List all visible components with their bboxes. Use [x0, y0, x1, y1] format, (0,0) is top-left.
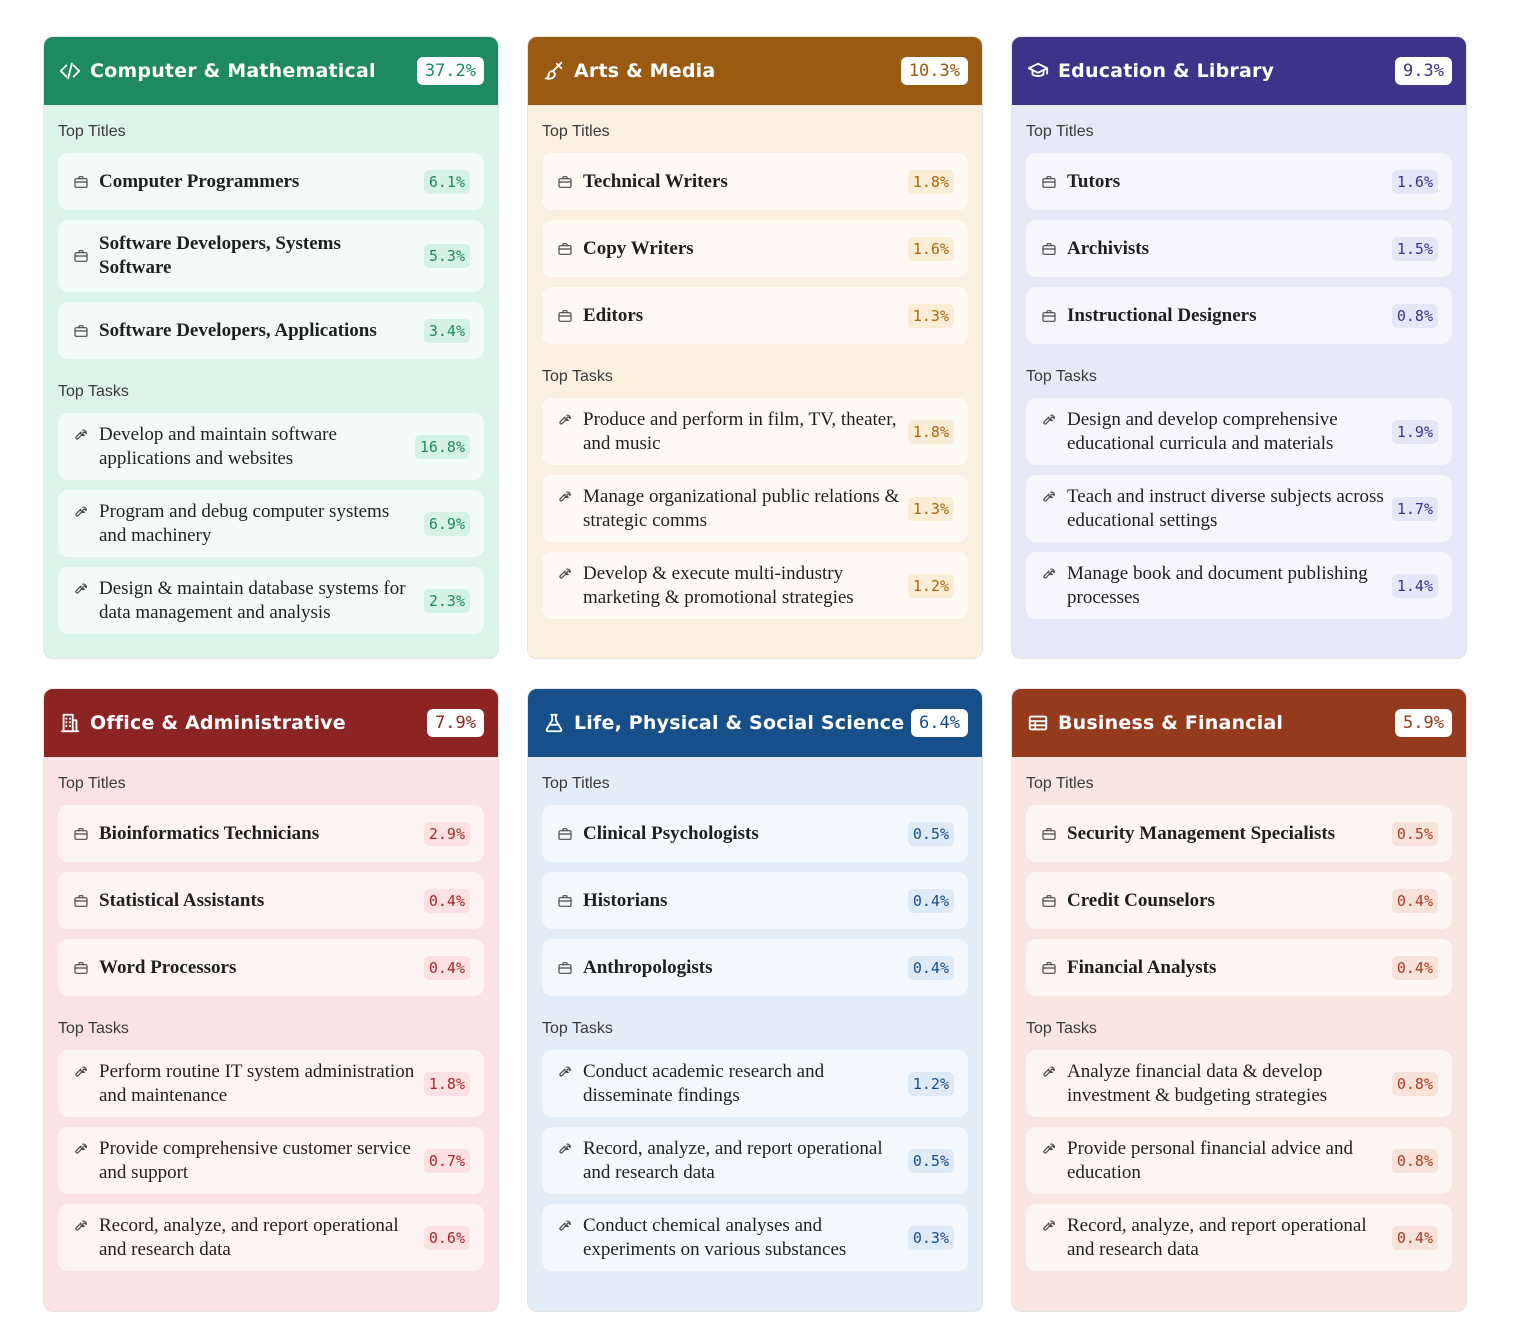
task-item-label: Design & maintain database systems for data management and analysis: [99, 577, 406, 623]
briefcase-icon: [1040, 307, 1058, 325]
wrench-icon: [556, 487, 574, 505]
card-title: Education & Library: [1058, 60, 1275, 82]
title-item-label: Anthropologists: [583, 956, 713, 978]
title-item-percent: 3.4%: [424, 319, 470, 343]
top-tasks-label: Top Tasks: [58, 383, 129, 400]
title-item-percent: 6.1%: [424, 170, 470, 194]
task-item[interactable]: [1026, 1050, 1452, 1117]
task-item-label: Develop and maintain software applications and websites: [99, 423, 337, 469]
card-body: [528, 773, 982, 1271]
card-percent-badge: 7.9%: [427, 709, 484, 737]
title-item-label: Computer Programmers: [99, 170, 300, 192]
title-item-percent: 5.3%: [424, 244, 470, 268]
briefcase-icon: [72, 173, 90, 191]
top-titles-label: Top Titles: [1026, 123, 1094, 140]
title-item-label: Software Developers, Systems Software: [99, 233, 341, 278]
briefcase-icon: [556, 173, 574, 191]
card-percent-badge: 6.4%: [911, 709, 968, 737]
title-item-label: Bioinformatics Technicians: [99, 822, 320, 844]
category-card-computer-and-mathematical: [43, 36, 499, 659]
title-item[interactable]: [1026, 220, 1452, 277]
task-item[interactable]: [542, 398, 968, 465]
task-item[interactable]: [542, 475, 968, 542]
task-item-label: Provide comprehensive customer service and support: [99, 1137, 411, 1183]
title-item-percent: 1.6%: [908, 237, 954, 261]
title-item[interactable]: [542, 153, 968, 210]
title-item-percent: 1.6%: [1392, 170, 1438, 194]
card-title: Office & Administrative: [90, 712, 346, 734]
title-item[interactable]: [542, 220, 968, 277]
task-item-label: Provide personal financial advice and education: [1067, 1137, 1353, 1183]
top-titles-label: Top Titles: [542, 775, 610, 792]
card-title: Life, Physical & Social Science: [574, 712, 905, 734]
task-item-percent: 16.8%: [415, 435, 470, 459]
card-body: [1012, 121, 1466, 619]
category-card-education-and-library: [1011, 36, 1467, 659]
task-item-label: Analyze financial data & develop investment & budgeting strategies: [1067, 1060, 1328, 1106]
task-item[interactable]: [542, 1204, 968, 1271]
task-item[interactable]: [542, 552, 968, 619]
title-item[interactable]: [58, 872, 484, 929]
title-item-label: Historians: [583, 889, 668, 911]
task-item-percent: 0.4%: [1392, 1226, 1438, 1250]
task-item[interactable]: [58, 1204, 484, 1271]
task-item-label: Conduct academic research and disseminate findings: [583, 1060, 825, 1106]
task-item[interactable]: [58, 1050, 484, 1117]
task-item[interactable]: [58, 413, 484, 480]
task-item-percent: 0.5%: [908, 1149, 954, 1173]
task-item-label: Record, analyze, and report operational and research data: [1067, 1214, 1367, 1260]
title-item-label: Editors: [583, 304, 644, 326]
card-body: [44, 773, 498, 1271]
task-item[interactable]: [1026, 475, 1452, 542]
task-item-percent: 1.9%: [1392, 420, 1438, 444]
title-item-label: Instructional Designers: [1067, 304, 1257, 326]
title-item-percent: 0.4%: [908, 889, 954, 913]
title-item-percent: 0.5%: [908, 822, 954, 846]
building-icon: [58, 711, 82, 735]
top-tasks-label: Top Tasks: [542, 368, 613, 385]
title-item-percent: 0.4%: [1392, 889, 1438, 913]
wrench-icon: [556, 410, 574, 428]
briefcase-icon: [72, 959, 90, 977]
title-item-label: Security Management Specialists: [1067, 822, 1336, 844]
wrench-icon: [1040, 1062, 1058, 1080]
top-tasks-label: Top Tasks: [1026, 368, 1097, 385]
title-item-label: Technical Writers: [583, 170, 728, 192]
card-body: [1012, 773, 1466, 1271]
title-item[interactable]: [1026, 287, 1452, 344]
task-item-percent: 1.2%: [908, 1072, 954, 1096]
brush-icon: [542, 59, 566, 83]
briefcase-icon: [1040, 892, 1058, 910]
task-item-label: Manage organizational public relations & strategic comms: [583, 485, 900, 531]
title-item-percent: 0.4%: [1392, 956, 1438, 980]
top-titles-label: Top Titles: [1026, 775, 1094, 792]
wrench-icon: [72, 1139, 90, 1157]
briefcase-icon: [1040, 240, 1058, 258]
wrench-icon: [72, 579, 90, 597]
title-item-percent: 1.8%: [908, 170, 954, 194]
briefcase-icon: [556, 825, 574, 843]
title-item-percent: 1.3%: [908, 304, 954, 328]
task-item-percent: 6.9%: [424, 512, 470, 536]
title-item[interactable]: [58, 220, 484, 292]
wrench-icon: [72, 425, 90, 443]
title-item-label: Copy Writers: [583, 237, 694, 259]
card-header: [44, 689, 498, 757]
title-item-label: Archivists: [1067, 237, 1149, 259]
task-item[interactable]: [1026, 552, 1452, 619]
title-item[interactable]: [1026, 153, 1452, 210]
task-item-percent: 1.4%: [1392, 574, 1438, 598]
title-item[interactable]: [58, 805, 484, 862]
task-item[interactable]: [58, 490, 484, 557]
title-item-percent: 0.5%: [1392, 822, 1438, 846]
task-item-label: Perform routine IT system administration and maintenance: [99, 1060, 415, 1106]
task-item-label: Teach and instruct diverse subjects across educational settings: [1067, 485, 1384, 531]
wrench-icon: [1040, 410, 1058, 428]
task-item[interactable]: [58, 1127, 484, 1194]
top-titles-label: Top Titles: [58, 775, 126, 792]
title-item-percent: 1.5%: [1392, 237, 1438, 261]
task-item-label: Produce and perform in film, TV, theater, and music: [583, 408, 897, 454]
task-item-label: Develop & execute multi-industry marketing & promotional strategies: [583, 562, 854, 608]
flask-icon: [542, 711, 566, 735]
card-header: [528, 37, 982, 105]
top-titles-label: Top Titles: [58, 123, 126, 140]
briefcase-icon: [72, 825, 90, 843]
card-header: [1012, 37, 1466, 105]
wrench-icon: [1040, 1216, 1058, 1234]
title-item[interactable]: [58, 153, 484, 210]
card-body: [528, 121, 982, 619]
code-icon: [58, 59, 82, 83]
wrench-icon: [556, 1216, 574, 1234]
title-item[interactable]: [1026, 939, 1452, 996]
title-item-label: Financial Analysts: [1067, 956, 1217, 978]
title-item[interactable]: [542, 805, 968, 862]
title-item[interactable]: [58, 939, 484, 996]
task-item-percent: 1.3%: [908, 497, 954, 521]
task-item-percent: 1.8%: [424, 1072, 470, 1096]
wrench-icon: [1040, 564, 1058, 582]
briefcase-icon: [556, 307, 574, 325]
title-item-label: Credit Counselors: [1067, 889, 1215, 911]
task-item[interactable]: [58, 567, 484, 634]
title-item-label: Word Processors: [99, 956, 237, 978]
card-percent-badge: 10.3%: [901, 57, 968, 85]
title-item-percent: 2.9%: [424, 822, 470, 846]
briefcase-icon: [72, 892, 90, 910]
task-item-percent: 0.8%: [1392, 1072, 1438, 1096]
task-item-label: Conduct chemical analyses and experiments on various substances: [583, 1214, 847, 1260]
title-item-label: Software Developers, Applications: [99, 319, 377, 341]
title-item-percent: 0.8%: [1392, 304, 1438, 328]
task-item[interactable]: [542, 1050, 968, 1117]
title-item-label: Tutors: [1067, 170, 1121, 192]
task-item[interactable]: [1026, 1204, 1452, 1271]
task-item-percent: 1.7%: [1392, 497, 1438, 521]
briefcase-icon: [1040, 173, 1058, 191]
card-header: [44, 37, 498, 105]
briefcase-icon: [556, 959, 574, 977]
top-titles-label: Top Titles: [542, 123, 610, 140]
graduation-cap-icon: [1026, 59, 1050, 83]
task-item-label: Record, analyze, and report operational and research data: [99, 1214, 399, 1260]
task-item-percent: 0.3%: [908, 1226, 954, 1250]
task-item-percent: 0.8%: [1392, 1149, 1438, 1173]
wrench-icon: [556, 1139, 574, 1157]
task-item-label: Design and develop comprehensive educational curricula and materials: [1067, 408, 1338, 454]
title-item[interactable]: [1026, 872, 1452, 929]
wrench-icon: [556, 1062, 574, 1080]
card-header: [528, 689, 982, 757]
category-card-arts-and-media: [527, 36, 983, 659]
card-percent-badge: 5.9%: [1395, 709, 1452, 737]
title-item-percent: 0.4%: [424, 889, 470, 913]
card-header: [1012, 689, 1466, 757]
title-item[interactable]: [542, 939, 968, 996]
top-tasks-label: Top Tasks: [542, 1020, 613, 1037]
top-tasks-label: Top Tasks: [1026, 1020, 1097, 1037]
title-item[interactable]: [1026, 805, 1452, 862]
task-item[interactable]: [542, 1127, 968, 1194]
task-item-percent: 0.6%: [424, 1226, 470, 1250]
wrench-icon: [72, 1216, 90, 1234]
task-item-percent: 1.2%: [908, 574, 954, 598]
title-item-label: Statistical Assistants: [99, 889, 265, 911]
briefcase-icon: [1040, 959, 1058, 977]
wrench-icon: [72, 1062, 90, 1080]
task-item-percent: 1.8%: [908, 420, 954, 444]
briefcase-icon: [556, 240, 574, 258]
card-title: Computer & Mathematical: [90, 60, 376, 82]
title-item-label: Clinical Psychologists: [583, 822, 759, 844]
briefcase-icon: [72, 322, 90, 340]
top-tasks-label: Top Tasks: [58, 1020, 129, 1037]
task-item-label: Program and debug computer systems and machinery: [99, 500, 390, 546]
title-item-percent: 0.4%: [424, 956, 470, 980]
category-card-office-and-administrative: [43, 688, 499, 1312]
task-item-percent: 2.3%: [424, 589, 470, 613]
task-item-label: Manage book and document publishing processes: [1067, 562, 1368, 608]
wrench-icon: [1040, 1139, 1058, 1157]
briefcase-icon: [72, 247, 90, 265]
task-item-percent: 0.7%: [424, 1149, 470, 1173]
title-item[interactable]: [542, 287, 968, 344]
title-item[interactable]: [58, 302, 484, 359]
wrench-icon: [72, 502, 90, 520]
card-title: Business & Financial: [1058, 712, 1284, 734]
category-card-business-and-financial: [1011, 688, 1467, 1312]
task-item[interactable]: [1026, 1127, 1452, 1194]
card-title: Arts & Media: [574, 60, 716, 82]
wrench-icon: [1040, 487, 1058, 505]
task-item[interactable]: [1026, 398, 1452, 465]
briefcase-icon: [1040, 825, 1058, 843]
title-item-percent: 0.4%: [908, 956, 954, 980]
category-card-life-physical-and-social-science: [527, 688, 983, 1312]
title-item[interactable]: [542, 872, 968, 929]
card-body: [44, 121, 498, 634]
task-item-label: Record, analyze, and report operational and research data: [583, 1137, 883, 1183]
card-percent-badge: 9.3%: [1395, 57, 1452, 85]
wrench-icon: [556, 564, 574, 582]
briefcase-icon: [556, 892, 574, 910]
card-percent-badge: 37.2%: [417, 57, 484, 85]
ledger-icon: [1026, 711, 1050, 735]
